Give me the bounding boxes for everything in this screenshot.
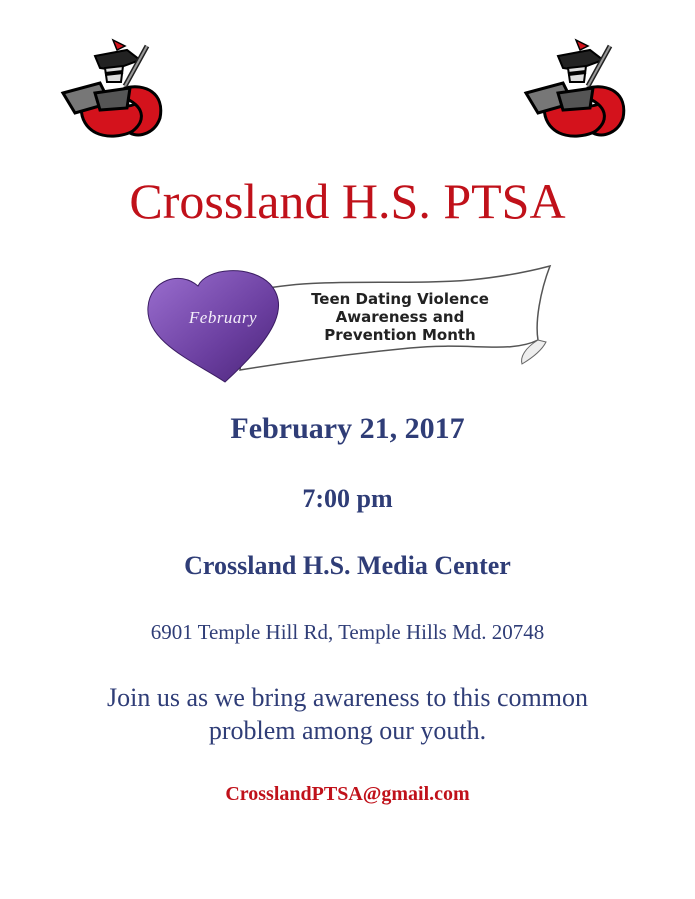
event-address: 6901 Temple Hill Rd, Temple Hills Md. 20748 — [150, 620, 545, 644]
event-location: Crossland H.S. Media Center — [184, 551, 511, 580]
event-time: 7:00 pm — [302, 484, 393, 513]
banner-line-1: Teen Dating Violence — [311, 290, 489, 308]
banner-line-3: Prevention Month — [324, 326, 476, 344]
page-title: Crossland H.S. PTSA — [129, 173, 566, 229]
musketeer-mascot-icon — [55, 38, 175, 143]
event-date: February 21, 2017 — [230, 412, 465, 445]
banner-text — [290, 290, 510, 344]
awareness-banner — [140, 262, 560, 392]
contact-email: CrosslandPTSA@gmail.com — [225, 783, 470, 805]
message-line-1: Join us as we bring awareness to this common — [107, 683, 588, 712]
event-message — [0, 681, 695, 747]
message-line-2: problem among our youth. — [208, 716, 487, 745]
banner-line-2: Awareness and — [335, 308, 465, 326]
musketeer-mascot-icon — [518, 38, 638, 143]
heart-label: February — [188, 308, 258, 327]
